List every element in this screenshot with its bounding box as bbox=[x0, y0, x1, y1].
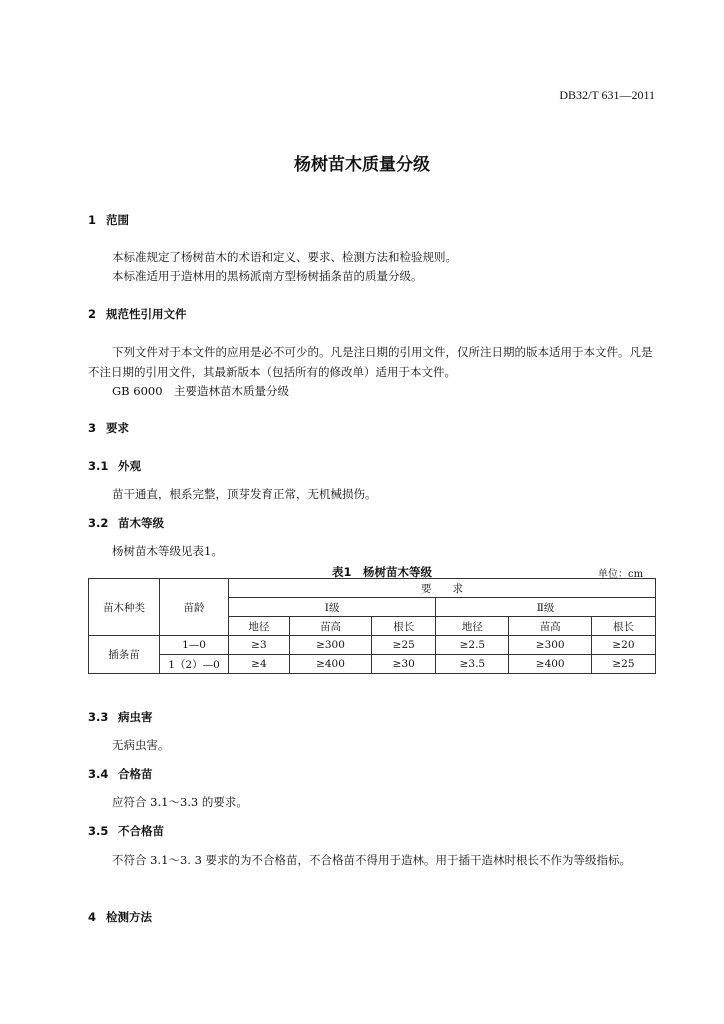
header-sub: 地径 bbox=[436, 617, 509, 636]
paragraph: 不符合 3.1～3. 3 要求的为不合格苗，不合格苗不得用于造林。用于插干造林时根长不作为等级指标。 bbox=[112, 853, 632, 867]
subsection-3-4-heading bbox=[88, 766, 153, 782]
header-sub: 根长 bbox=[372, 617, 436, 636]
section-number: 3 bbox=[88, 421, 97, 435]
paragraph: 本标准适用于造林用的黑杨派南方型杨树插条苗的质量分级。 bbox=[112, 269, 423, 283]
section-number: 3.4 bbox=[88, 767, 109, 781]
table-unit: 单位：cm bbox=[598, 569, 644, 580]
paragraph: 本标准规定了杨树苗木的术语和定义、要求、检测方法和检验规则。 bbox=[112, 250, 457, 264]
header-sub: 根长 bbox=[591, 617, 655, 636]
table-cell: ≥3.5 bbox=[436, 655, 509, 674]
section-title: 检测方法 bbox=[106, 910, 152, 924]
table-row bbox=[89, 655, 656, 674]
section-title: 规范性引用文件 bbox=[106, 307, 187, 321]
section-number: 3.3 bbox=[88, 710, 109, 724]
table-cell: ≥2.5 bbox=[436, 636, 509, 655]
document-title: 杨树苗木质量分级 bbox=[294, 155, 430, 175]
table-cell: ≥30 bbox=[372, 655, 436, 674]
section-title: 外观 bbox=[118, 459, 141, 473]
subsection-3-5-heading bbox=[88, 823, 164, 839]
grade-table bbox=[88, 578, 656, 674]
table-cell: ≥300 bbox=[289, 636, 371, 655]
header-grade-2: Ⅱ级 bbox=[436, 598, 656, 617]
cell-species: 插条苗 bbox=[89, 636, 160, 674]
header-grade-1: Ⅰ级 bbox=[229, 598, 436, 617]
header-age: 苗龄 bbox=[160, 579, 229, 636]
reference-item: GB 6000 主要造林苗木质量分级 bbox=[112, 384, 290, 398]
section-number: 3.2 bbox=[88, 516, 109, 530]
table-cell: ≥25 bbox=[372, 636, 436, 655]
paragraph: 应符合 3.1～3.3 的要求。 bbox=[112, 795, 248, 809]
cell-age: 1—0 bbox=[160, 636, 229, 655]
paragraph: 杨树苗木等级见表1。 bbox=[112, 544, 223, 558]
header-sub: 地径 bbox=[229, 617, 290, 636]
paragraph: 下列文件对于本文件的应用是必不可少的。凡是注日期的引用文件，仅所注日期的版本适用于本文件。凡是不注日期的引用文件，其最新版本（包括所有的修改单）适用于本文件。 bbox=[88, 345, 653, 379]
section-4-heading bbox=[88, 909, 152, 925]
table-header-row bbox=[89, 579, 656, 598]
section-title: 要求 bbox=[106, 421, 129, 435]
section-3-heading bbox=[88, 420, 129, 436]
section-number: 3.5 bbox=[88, 824, 109, 838]
header-species: 苗木种类 bbox=[89, 579, 160, 636]
header-sub: 苗高 bbox=[509, 617, 591, 636]
subsection-3-2-heading bbox=[88, 515, 164, 531]
header-sub: 苗高 bbox=[289, 617, 371, 636]
table-cell: ≥400 bbox=[509, 655, 591, 674]
section-number: 2 bbox=[88, 307, 97, 321]
section-number: 4 bbox=[88, 910, 97, 924]
table-caption: 表1 杨树苗木等级 bbox=[332, 565, 433, 579]
table-row bbox=[89, 636, 656, 655]
section-title: 不合格苗 bbox=[118, 824, 164, 838]
table-cell: ≥3 bbox=[229, 636, 290, 655]
table-cell: ≥4 bbox=[229, 655, 290, 674]
section-1-heading bbox=[88, 212, 129, 228]
standard-number: DB32/T 631—2011 bbox=[559, 88, 655, 102]
cell-age: 1（2）—0 bbox=[160, 655, 229, 674]
table-cell: ≥300 bbox=[509, 636, 591, 655]
subsection-3-3-heading bbox=[88, 709, 153, 725]
table-cell: ≥20 bbox=[591, 636, 655, 655]
section-title: 苗木等级 bbox=[118, 516, 164, 530]
section-number: 3.1 bbox=[88, 459, 109, 473]
section-title: 合格苗 bbox=[118, 767, 153, 781]
header-requirements: 要 求 bbox=[229, 579, 656, 598]
table-cell: ≥25 bbox=[591, 655, 655, 674]
paragraph: 苗干通直，根系完整，顶芽发育正常，无机械损伤。 bbox=[112, 487, 377, 501]
paragraph: 无病虫害。 bbox=[112, 738, 170, 752]
section-title: 范围 bbox=[106, 213, 129, 227]
section-title: 病虫害 bbox=[118, 710, 153, 724]
table-cell: ≥400 bbox=[289, 655, 371, 674]
subsection-3-1-heading bbox=[88, 458, 141, 474]
section-number: 1 bbox=[88, 213, 97, 227]
section-2-heading bbox=[88, 306, 187, 322]
